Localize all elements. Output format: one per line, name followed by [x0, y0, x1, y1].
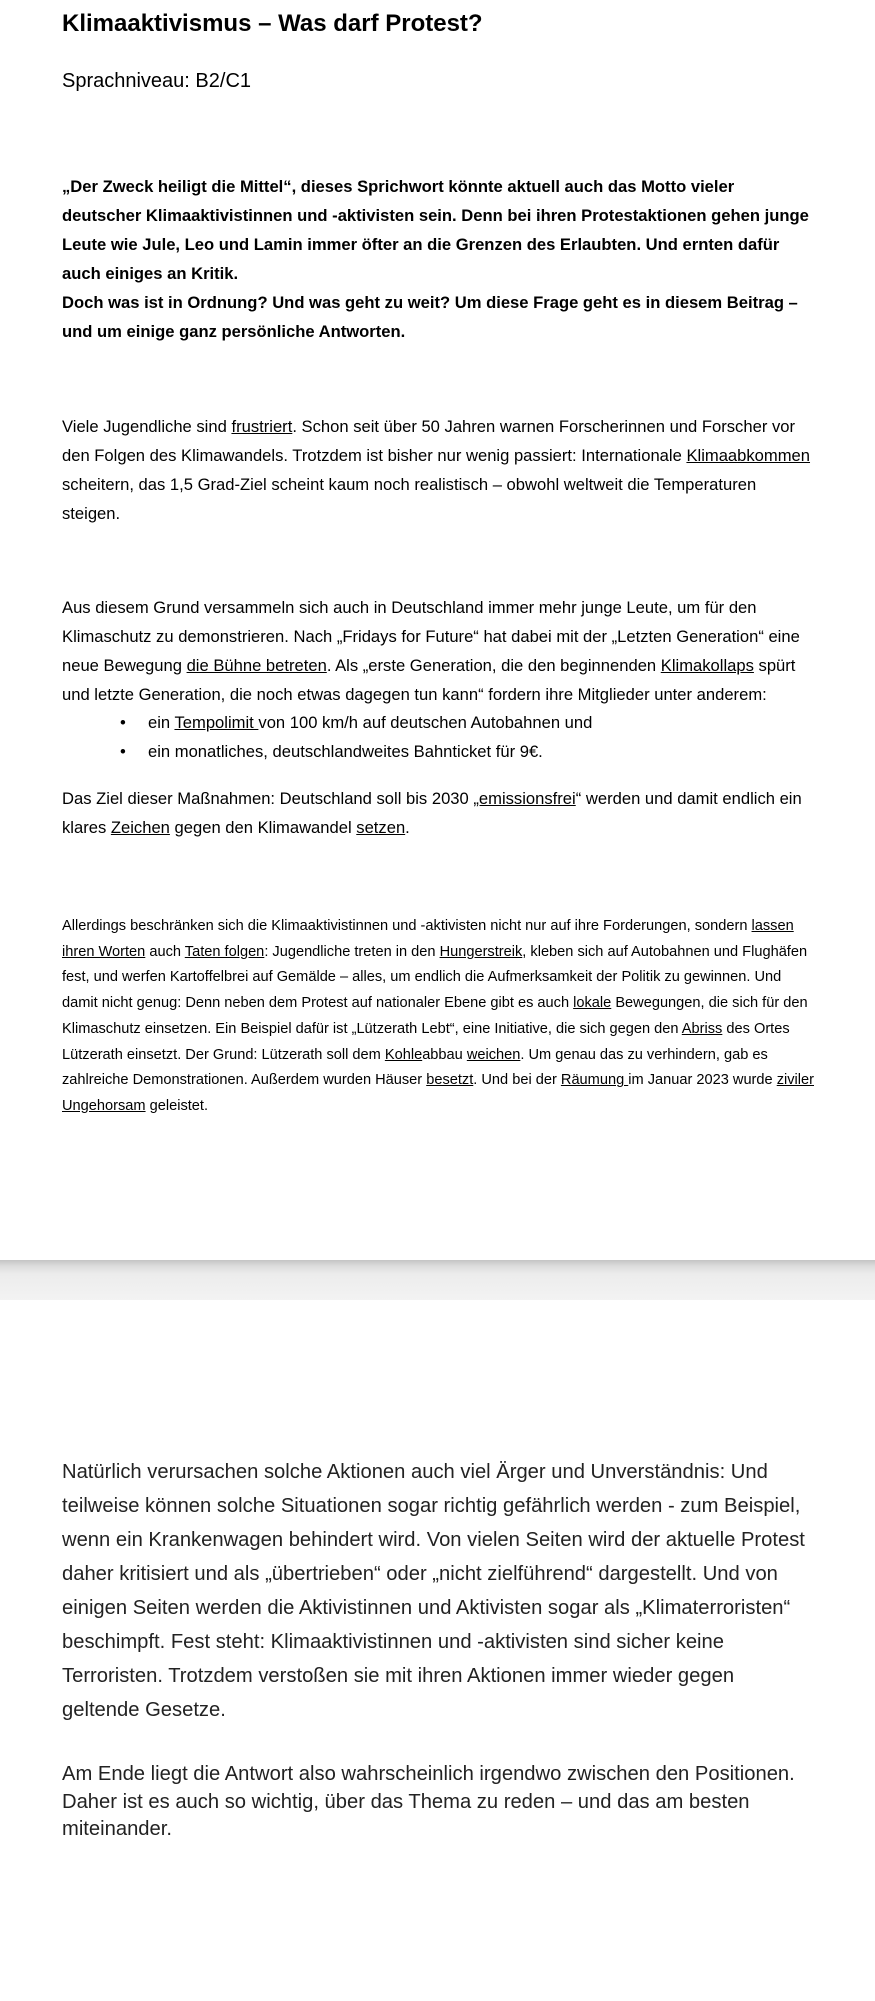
paragraph-actions [62, 914, 814, 1120]
text-span: , kleben sich auf Autobahnen und Flughäfen fest, und werfen Kartoffelbrei auf Gemälde – alles, um endlich die Aufmerksamkeit der Politik zu gewinnen. Und damit nicht genug: Denn neben dem Protest auf nationaler Ebene gibt es auch [62, 943, 808, 1012]
text-span: spürt und letzte Generation, die noch etwas dagegen tun kann“ fordern ihre Mitglieder unter anderem: [62, 656, 796, 704]
paragraph-frustration [62, 412, 814, 528]
page-title: Klimaaktivismus – Was darf Protest? [62, 10, 483, 37]
vocab-buehne-betreten: die Bühne betreten [186, 656, 327, 675]
page-separator [0, 1260, 875, 1300]
vocab-emissionsfrei: „emissionsfrei [473, 789, 576, 808]
text-span: abbau [422, 1046, 467, 1063]
text-span: ein monatliches, deutschlandweites Bahnticket für 9€. [148, 742, 543, 761]
text-span: Allerdings beschränken sich die Klimaaktivistinnen und -aktivisten nicht nur auf ihre Forderungen, sondern [62, 918, 752, 934]
vocab-lokale: lokale [573, 995, 612, 1012]
text-span: : Jugendliche treten in den [264, 943, 440, 960]
list-item [62, 737, 814, 766]
lead-text-a: „Der Zweck heiligt die Mittel“, dieses Sprichwort könnte aktuell auch das Motto vieler deutscher Klimaaktivistinnen und -aktivisten sein. Denn bei ihren Protestaktionen gehen junge Leute wie Jule, Leo und Lamin immer öfter an die Grenzen des Erlaubten. Und ernten dafür auch einiges an Kritik. [62, 177, 809, 283]
vocab-besetzt: besetzt [426, 1072, 474, 1089]
text-span: . Als „erste Generation, die den beginnenden [326, 656, 661, 675]
vocab-tempolimit: Tempolimit [174, 713, 259, 732]
text-span: . Um genau das zu verhindern, gab es zahlreiche Demonstrationen. Außerdem wurden Häuser [62, 1046, 768, 1089]
language-level: Sprachniveau: B2/C1 [62, 70, 252, 92]
text-span: auch [145, 943, 185, 960]
vocab-kohle: Kohle [384, 1046, 423, 1063]
text-span: im Januar 2023 wurde [628, 1072, 777, 1089]
vocab-weichen: weichen [466, 1046, 521, 1063]
vocab-klimakollaps: Klimakollaps [660, 656, 754, 675]
text-span: Bewegungen, die sich für den Klimaschutz einsetzen. Ein Beispiel dafür ist „Lützerath Lebt“, eine Initiative, die sich gegen den [62, 995, 808, 1037]
vocab-hungerstreik: Hungerstreik [439, 943, 523, 960]
vocab-setzen: setzen [356, 818, 406, 837]
text-span: geleistet. [145, 1097, 209, 1114]
text-span: ein [148, 713, 175, 732]
demands-list [62, 708, 814, 766]
vocab-taten-folgen: Taten folgen [184, 943, 265, 960]
text-span: Aus diesem Grund versammeln sich auch in Deutschland immer mehr junge Leute, um für den Klimaschutz zu demonstrieren. Nach „Fridays for Future“ hat dabei mit der „Letzten Generation“ eine neue Bewegung [62, 598, 800, 675]
text-span: Viele Jugendliche sind [62, 417, 232, 436]
text-span: Das Ziel dieser Maßnahmen: Deutschland soll bis 2030 [62, 789, 474, 808]
text-span: . Schon seit über 50 Jahren warnen Forscherinnen und Forscher vor den Folgen des Klimawandels. Trotzdem ist bisher nur wenig passiert: Internationale [62, 417, 796, 465]
text-span: “ werden und damit endlich ein klares [62, 789, 802, 837]
paragraph-criticism: Natürlich verursachen solche Aktionen auch viel Ärger und Unverständnis: Und teilweise können solche Situationen sogar richtig gefährlich werden - zum Beispiel, wenn ein Krankenwagen behindert wird. Von vielen Seiten wird der aktuelle Protest daher kritisiert und als „übertrieben“ oder „nicht zielführend“ dargestellt. Und von einigen Seiten werden die Aktivistinnen und Aktivisten sogar als „Klimaterroristen“ beschimpft. Fest steht: Klimaaktivistinnen und -aktivisten sind sicher keine Terroristen. Trotzdem verstoßen sie mit ihren Aktionen immer wieder gegen geltende Gesetze. [62, 1461, 805, 1721]
vocab-raeumung: Räumung [560, 1072, 629, 1089]
paragraph-movement [62, 593, 814, 709]
vocab-ziviler-ungehorsam: ziviler Ungehorsam [62, 1072, 814, 1114]
text-span: scheitern, das 1,5 Grad-Ziel scheint kaum noch realistisch – obwohl weltweit die Temperaturen steigen. [62, 475, 757, 523]
text-span: von 100 km/h auf deutschen Autobahnen und [258, 713, 593, 732]
vocab-lassen-ihren-worten: lassen ihren Worten [62, 918, 794, 960]
paragraph-goal [62, 784, 814, 842]
text-span: des Ortes Lützerath einsetzt. Der Grund: Lützerath soll dem [62, 1020, 790, 1063]
vocab-zeichen: Zeichen [110, 818, 170, 837]
lead-text-b: Doch was ist in Ordnung? Und was geht zu weit? Um diese Frage geht es in diesem Beitrag – und um einige ganz persönliche Antworten. [62, 293, 798, 341]
vocab-abriss: Abriss [681, 1020, 723, 1037]
text-span: . [405, 818, 410, 837]
vocab-klimaabkommen: Klimaabkommen [686, 446, 811, 465]
paragraph-conclusion: Am Ende liegt die Antwort also wahrscheinlich irgendwo zwischen den Positionen. Daher ist es auch so wichtig, über das Thema zu reden – und das am besten miteinander. [62, 1763, 795, 1840]
text-span: . Und bei der [473, 1072, 561, 1089]
lead-paragraph [62, 172, 814, 346]
vocab-frustriert: frustriert [231, 417, 293, 436]
list-item [62, 708, 814, 737]
text-span: gegen den Klimawandel [169, 818, 357, 837]
